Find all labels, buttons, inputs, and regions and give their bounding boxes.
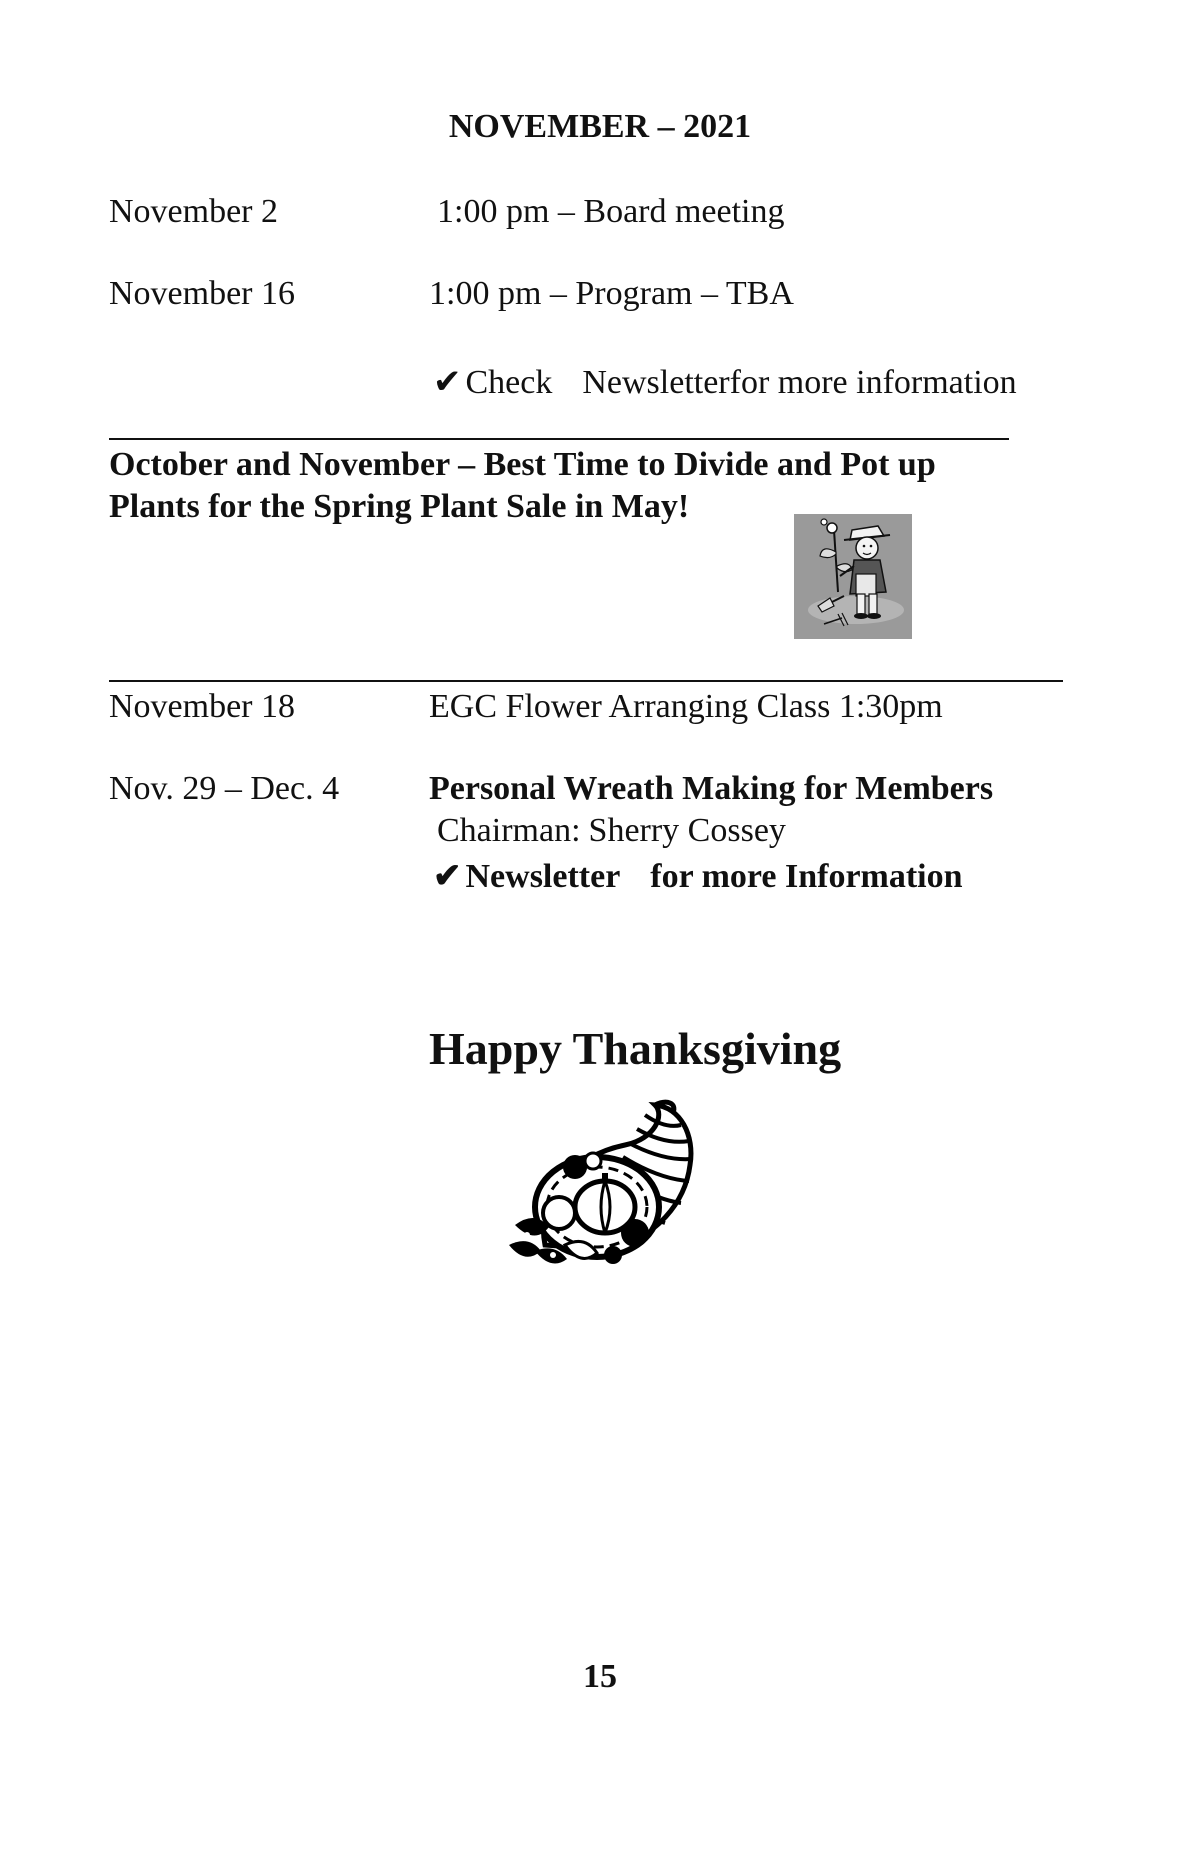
divider-line: [109, 680, 1063, 682]
divider-line: [109, 438, 1009, 440]
page-title: NOVEMBER – 2021: [448, 108, 752, 145]
check-note-word: Check: [465, 364, 553, 401]
event-description: Personal Wreath Making for Members: [429, 770, 994, 807]
chairman-label: Chairman:: [437, 812, 581, 849]
page-number: 15: [583, 1658, 617, 1695]
event-date: November 18: [109, 688, 296, 725]
gardener-clipart-icon: [794, 514, 912, 639]
check-note-rest: for more information: [729, 364, 1017, 401]
check-note: [433, 856, 963, 896]
checkmark-icon: ✔: [433, 858, 462, 895]
chairman-name: Sherry Cossey: [588, 812, 786, 849]
event-chairman: [437, 812, 786, 850]
check-note-rest: for more Information: [650, 858, 963, 895]
cornucopia-icon: [505, 1095, 715, 1270]
checkmark-icon: ✔: [433, 364, 462, 401]
event-description: 1:00 pm – Program – TBA: [429, 275, 794, 312]
event-date: Nov. 29 – Dec. 4: [109, 770, 340, 807]
event-description: 1:00 pm – Board meeting: [437, 193, 785, 230]
tip-line-1: October and November – Best Time to Divide and Pot up: [109, 446, 936, 483]
event-description: EGC Flower Arranging Class 1:30pm: [429, 688, 943, 725]
check-note-newsletter: Newsletter: [582, 364, 730, 401]
thanksgiving-heading: Happy Thanksgiving: [429, 1023, 842, 1074]
event-date: November 16: [109, 275, 296, 312]
event-date: November 2: [109, 193, 279, 230]
tip-line-2: Plants for the Spring Plant Sale in May!: [109, 488, 690, 525]
check-note: [433, 362, 1017, 402]
check-note-newsletter: Newsletter: [465, 858, 621, 895]
